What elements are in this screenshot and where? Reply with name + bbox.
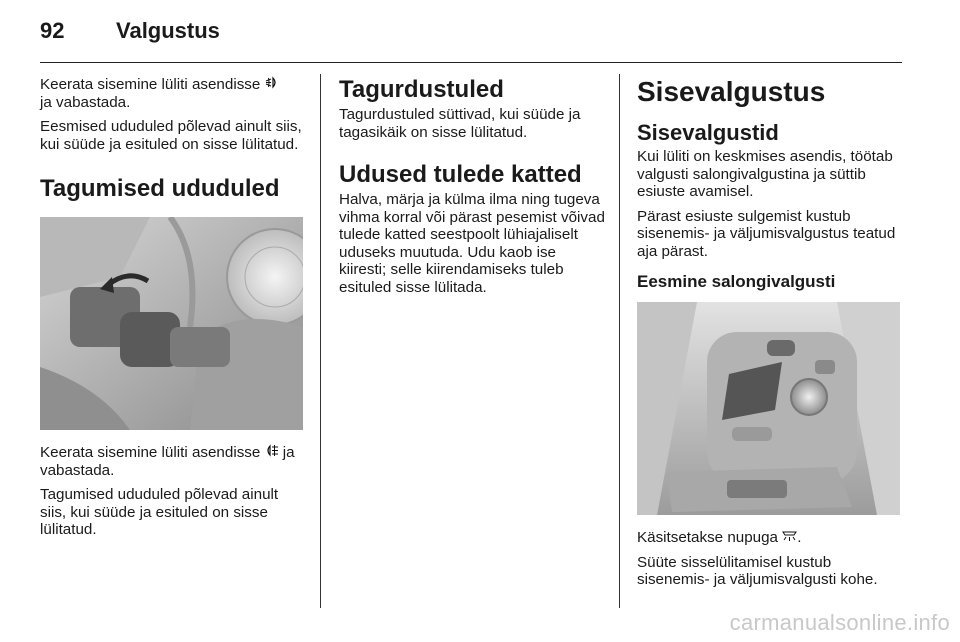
paragraph: Halva, märja ja külma ilma ning tugeva vihma korral või pärast pesemist võivad tulede katted seestpoolt lühiajaliselt uduseks muutuda. Udu kaob ise kiiresti; selle kiirendamiseks tuleb esituled sisse lülitada.: [339, 191, 605, 296]
page-number: 92: [40, 18, 65, 43]
paragraph: Käsitsetakse nupuga .: [637, 529, 802, 546]
column-divider-1: [320, 74, 321, 608]
paragraph: Eesmised ududuled põlevad ainult siis, kui süüde ja esituled on sisse lülitatud.: [40, 118, 302, 153]
chapter-heading: Sisevalgustus: [637, 76, 826, 107]
front-fog-light-icon: [265, 76, 278, 94]
section-heading: Tagumised ududuled: [40, 175, 280, 202]
paragraph: Keerata sisemine lüliti asendisse ja vabastada.: [40, 76, 306, 111]
section-title: Valgustus: [116, 18, 220, 43]
section-heading: Tagurdustuled: [339, 76, 504, 103]
paragraph: Kui lüliti on keskmises asendis, töötab valgusti salongivalgustina ja süttib esiuste avamisel.: [637, 148, 893, 200]
interior-light-photo: [637, 302, 900, 515]
paragraph: Pärast esiuste sulgemist kustub sisenemis- ja väljumisvalgustus teatud aja pärast.: [637, 207, 896, 260]
paragraph: Keerata sisemine lüliti asendisse ja vabastada.: [40, 444, 295, 479]
subsection-heading: Eesmine salongivalgusti: [637, 272, 836, 291]
watermark: carmanualsonline.info: [729, 610, 950, 635]
paragraph: Tagurdustuled süttivad, kui süüde ja tagasikäik on sisse lülitatud.: [339, 106, 581, 141]
rear-fog-switch-photo: [40, 217, 303, 430]
paragraph: Süüte sisselülitamisel kustub sisenemis- ja väljumisvalgusti kohe.: [637, 553, 878, 588]
section-heading: Udused tulede katted: [339, 161, 582, 188]
page-header: [40, 18, 220, 44]
section-heading: Sisevalgustid: [637, 120, 779, 145]
column-divider-2: [619, 74, 620, 608]
column-1: [40, 76, 306, 546]
column-3: [637, 76, 903, 596]
header-rule: [40, 62, 902, 63]
column-2: [339, 76, 607, 303]
paragraph: Tagumised ududuled põlevad ainult siis, kui süüde ja esituled on sisse lülitatud.: [40, 486, 279, 538]
rear-fog-light-icon: [265, 444, 279, 462]
interior-light-icon: [782, 529, 797, 547]
